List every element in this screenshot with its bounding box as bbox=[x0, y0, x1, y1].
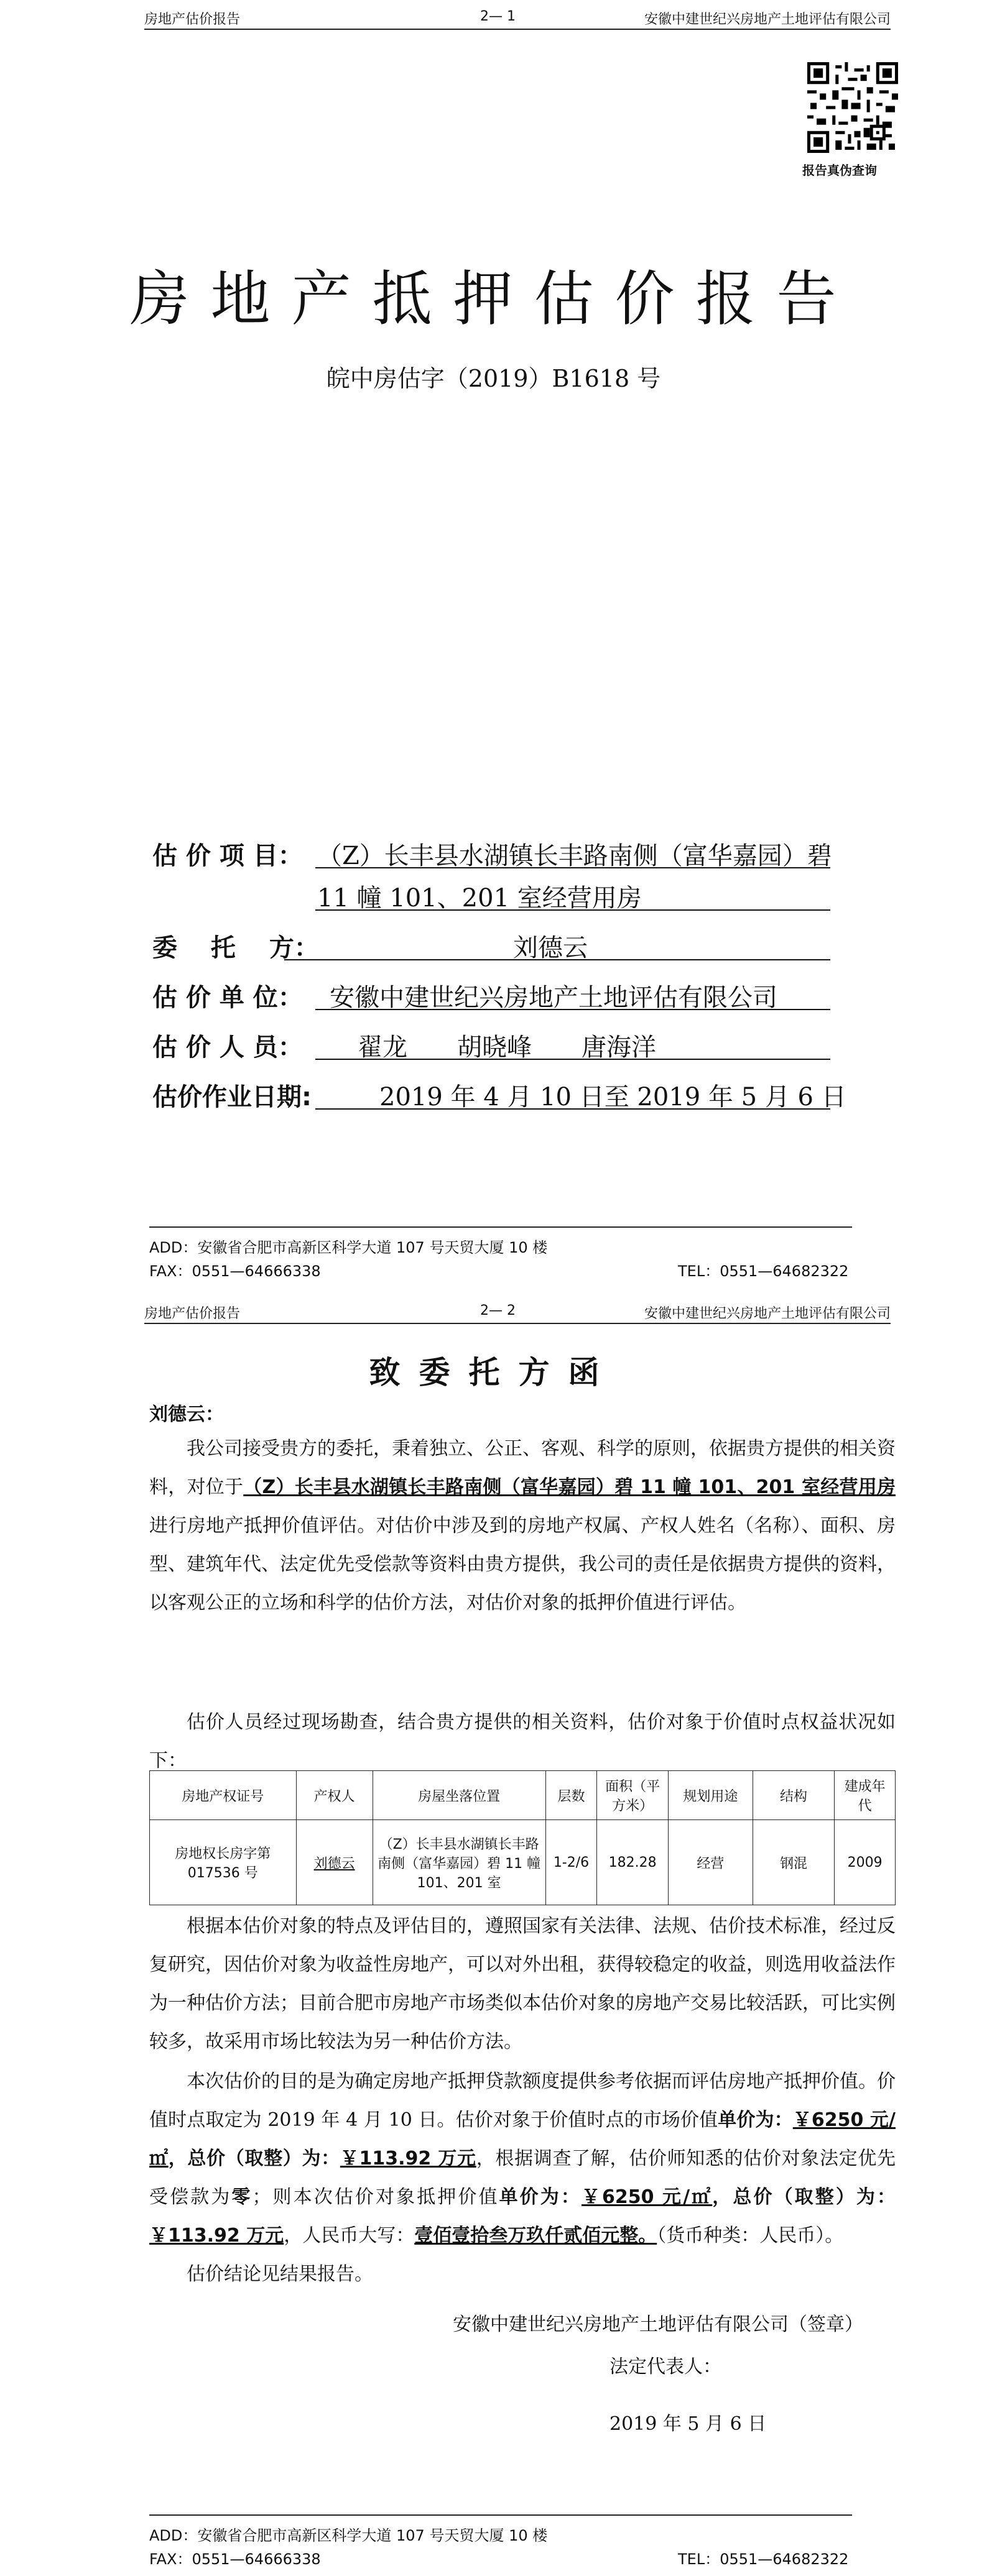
paragraph-conclusion: 估价结论见结果报告。 bbox=[187, 2263, 373, 2285]
field-appraiser-org-value: 安徽中建世纪兴房地产土地评估有限公司 bbox=[330, 983, 777, 1012]
paragraph-valuation bbox=[149, 2063, 896, 2255]
column-header: 产权人 bbox=[296, 1771, 373, 1820]
table-cell: 经营 bbox=[668, 1820, 753, 1905]
signature-date: 2019 年 5 月 6 日 bbox=[609, 2413, 767, 2435]
letter-page bbox=[0, 1294, 987, 2576]
para1-text-c: 进行房地产抵押价值评估。对估价中涉及到的房地产权属、产权人姓名（名称）、面积、房型、建筑年代、法定优先受偿款等资料由贵方提供，我公司的责任是依据贵方提供的资料，以客观公正的立场和科学的估价方法，对估价对象的抵押价值进行评估。 bbox=[149, 1515, 896, 1614]
qr-code[interactable] bbox=[807, 62, 898, 153]
amount-in-words: 壹佰壹拾叁万玖仟贰佰元整。 bbox=[414, 2225, 657, 2247]
table-cell: 1-2/6 bbox=[545, 1820, 597, 1905]
footer-rule bbox=[149, 2514, 852, 2516]
column-header: 规划用途 bbox=[668, 1771, 753, 1820]
total-price-value: ￥113.92 万元 bbox=[340, 2148, 476, 2169]
field-client-label: 委 托 方： bbox=[152, 934, 319, 962]
underline bbox=[315, 909, 830, 911]
qr-verify-label: 报告真伪查询 bbox=[802, 163, 877, 178]
para4-text-d: ，人民币大写： bbox=[284, 2225, 415, 2247]
property-address: （Z）长丰县水湖镇长丰路南侧（富华嘉园）碧 11 幢 101、201 室经营用房 bbox=[243, 1476, 896, 1498]
mortgage-unit-label: 单价为： bbox=[499, 2186, 582, 2208]
field-appraiser-org-label: 估 价 单 位： bbox=[152, 983, 303, 1012]
footer-rule bbox=[149, 1226, 852, 1228]
paragraph-methodology: 根据本估价对象的特点及评估目的，遵照国家有关法律、法规、估价技术标准，经过反复研究，因估价对象为收益性房地产，可以对外出租，获得较稳定的收益，则选用收益法作为一种估价方法；目前合肥市房地产市场类似本估价对象的房地产交易比较活跃，可比实例较多，故采用市场比较法为另一种估价方法。 bbox=[149, 1915, 896, 2053]
table-cell: 182.28 bbox=[597, 1820, 669, 1905]
mortgage-unit-value: ￥6250 元/㎡ bbox=[581, 2186, 713, 2208]
field-work-date-label: 估价作业日期: bbox=[152, 1083, 312, 1111]
table-header-row bbox=[150, 1771, 896, 1820]
page-header bbox=[144, 6, 891, 30]
letter-title: 致委托方函 bbox=[369, 1355, 618, 1391]
mortgage-total-value: ￥113.92 万元 bbox=[149, 2225, 284, 2247]
para4-text-e: （货币种类：人民币）。 bbox=[657, 2225, 844, 2247]
footer-tel: TEL：0551—64682322 bbox=[678, 2551, 849, 2568]
underline bbox=[315, 1108, 830, 1110]
mortgage-total-label: ，总价（取整）为： bbox=[712, 2186, 896, 2208]
field-client-value: 刘德云 bbox=[513, 934, 588, 962]
footer-address: ADD：安徽省合肥市高新区科学大道 107 号天贸大厦 10 楼 bbox=[149, 2527, 548, 2544]
footer-fax: FAX：0551—64666338 bbox=[149, 2551, 321, 2568]
paragraph-inspection: 估价人员经过现场勘查，结合贵方提供的相关资料，估价对象于价值时点权益状况如下： bbox=[149, 1711, 896, 1772]
column-header: 房屋坐落位置 bbox=[373, 1771, 545, 1820]
table-row bbox=[150, 1820, 896, 1905]
header-page-number: 2— 1 bbox=[480, 9, 516, 24]
underline bbox=[315, 1009, 830, 1010]
salutation: 刘德云： bbox=[149, 1404, 224, 1425]
table-cell: 刘德云 bbox=[296, 1820, 373, 1905]
header-report-type: 房地产估价报告 bbox=[144, 12, 241, 27]
field-work-date-value: 2019 年 4 月 10 日至 2019 年 5 月 6 日 bbox=[379, 1083, 846, 1111]
field-appraisers-value: 翟龙 胡晓峰 唐海洋 bbox=[358, 1033, 656, 1062]
field-project-value-line1: （Z）长丰县水湖镇长丰路南侧（富华嘉园）碧 bbox=[317, 842, 832, 870]
table-cell: 2009 bbox=[835, 1820, 896, 1905]
column-header: 层数 bbox=[545, 1771, 597, 1820]
header-report-type: 房地产估价报告 bbox=[144, 1306, 241, 1322]
signature-representative: 法定代表人： bbox=[609, 2356, 721, 2378]
header-company: 安徽中建世纪兴房地产土地评估有限公司 bbox=[644, 1306, 891, 1322]
signature-company: 安徽中建世纪兴房地产土地评估有限公司（签章） bbox=[453, 2314, 863, 2335]
page-header bbox=[144, 1300, 891, 1324]
field-project-label: 估 价 项 目： bbox=[152, 842, 303, 870]
unit-price-label: 单价为： bbox=[718, 2109, 793, 2131]
column-header: 面积（平方米） bbox=[597, 1771, 669, 1820]
para4-text-a: 本次估价的目的是为确定房地产抵押贷款额度提供参考依据而评估房地产抵押价值。价值时点取定为 2019 年 4 月 10 日。估价对象于价值时点的市场价值 bbox=[149, 2071, 896, 2131]
footer-address: ADD：安徽省合肥市高新区科学大道 107 号天贸大厦 10 楼 bbox=[149, 1239, 548, 1256]
property-table bbox=[149, 1770, 896, 1905]
unit-price-value: ￥6250 元/㎡ bbox=[149, 2109, 896, 2169]
underline bbox=[315, 1059, 830, 1060]
column-header: 房地产权证号 bbox=[150, 1771, 297, 1820]
priority-amount: 零 bbox=[231, 2186, 253, 2208]
field-appraisers-label: 估 价 人 员： bbox=[152, 1033, 303, 1062]
column-header: 建成年代 bbox=[835, 1771, 896, 1820]
para1-text-a: 我公司接受贵方的委托，秉着独立、公正、客观、科学的原则，依据贵方提供的相关资料，对位于 bbox=[149, 1438, 896, 1498]
column-header: 结构 bbox=[753, 1771, 835, 1820]
underline bbox=[315, 867, 830, 868]
table-cell: （Z）长丰县水湖镇长丰路南侧（富华嘉园）碧 11 幢 101、201 室 bbox=[373, 1820, 545, 1905]
paragraph-engagement bbox=[149, 1430, 896, 1622]
document-number: 皖中房估字（2019）B1618 号 bbox=[326, 365, 661, 392]
footer-tel: TEL：0551—64682322 bbox=[678, 1263, 849, 1280]
report-title: 房地产抵押估价报告 bbox=[129, 264, 858, 334]
para4-text-b: ，根据调查了解，估价师知悉的估价对象法定优先受偿款为 bbox=[149, 2148, 896, 2208]
para4-text-c: ；则本次估价对象抵押价值 bbox=[252, 2186, 499, 2208]
field-project-value-line2: 11 幢 101、201 室经营用房 bbox=[317, 884, 642, 913]
header-page-number: 2— 2 bbox=[480, 1303, 516, 1318]
table-cell: 房地权长房字第 017536 号 bbox=[150, 1820, 297, 1905]
header-company: 安徽中建世纪兴房地产土地评估有限公司 bbox=[644, 12, 891, 27]
footer-fax: FAX：0551—64666338 bbox=[149, 1263, 321, 1280]
total-price-label: ，总价（取整）为： bbox=[168, 2148, 340, 2169]
table-cell: 钢混 bbox=[753, 1820, 835, 1905]
underline bbox=[284, 959, 830, 960]
